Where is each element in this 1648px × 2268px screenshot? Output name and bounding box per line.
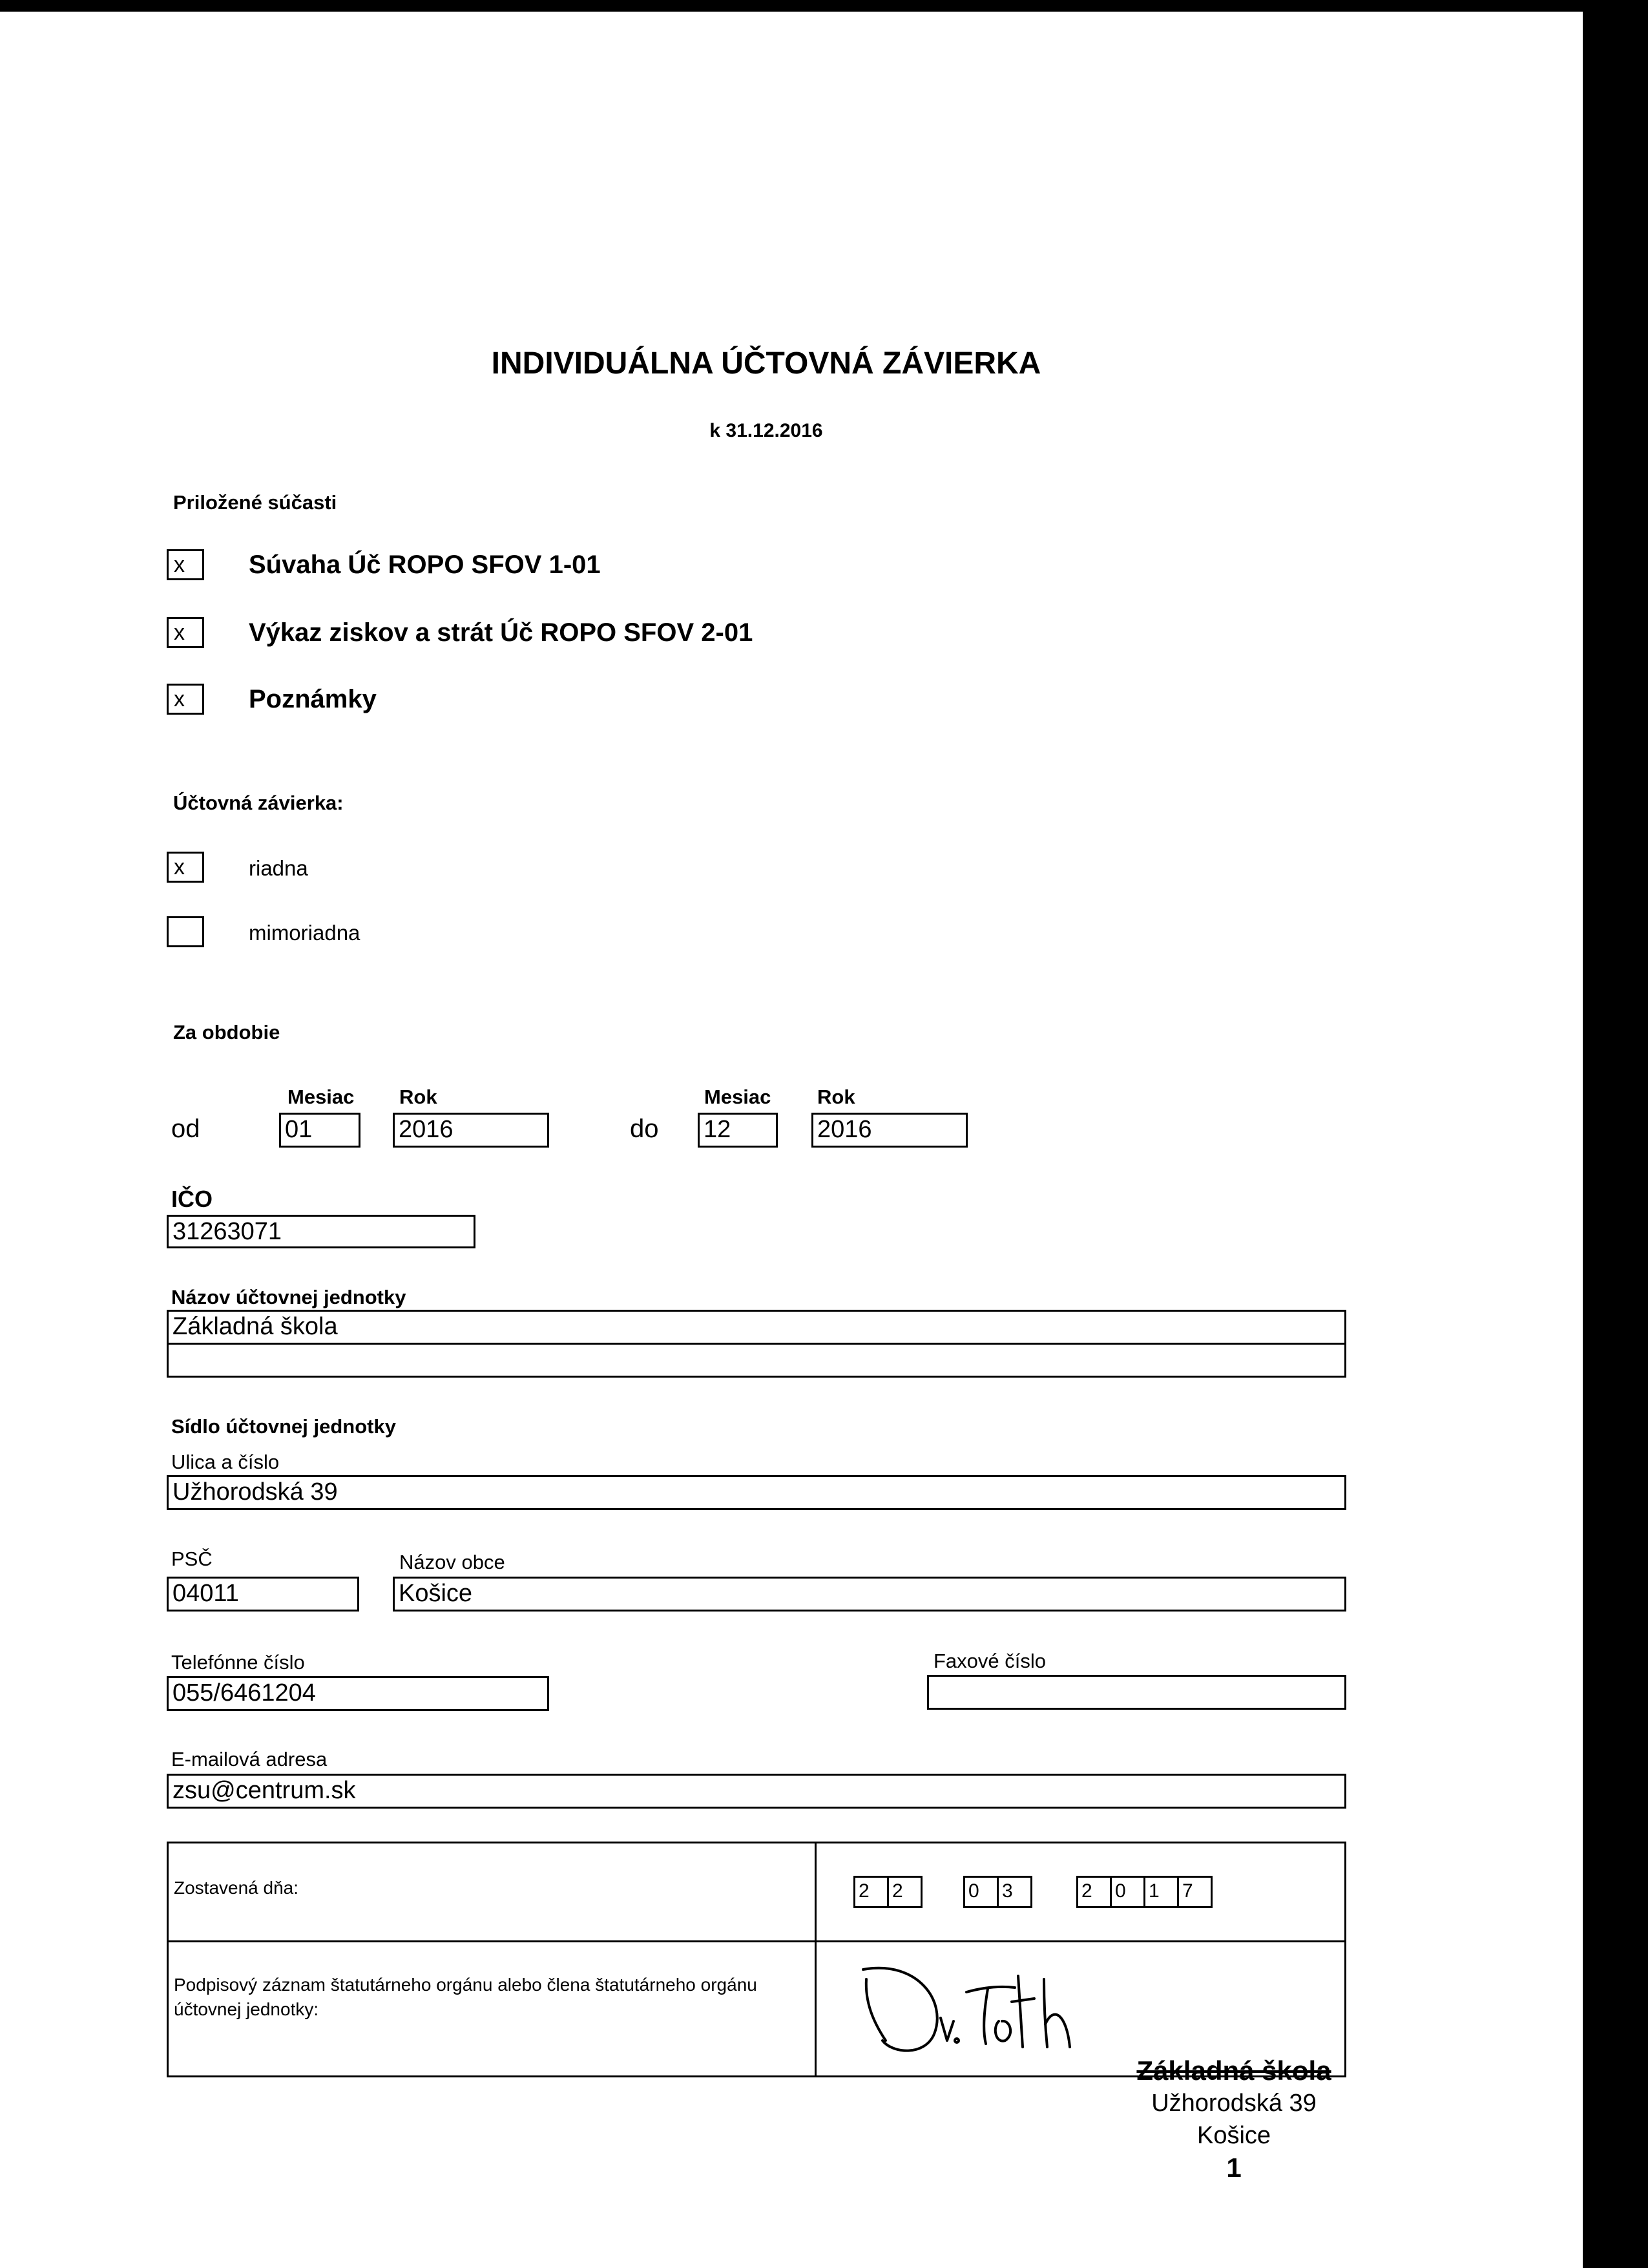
entity-name-field-2[interactable] [167,1343,1346,1378]
attachment-checkbox-3[interactable]: x [167,684,204,715]
closing-extraordinary-label: mimoriadna [249,921,360,945]
phone-label: Telefónne číslo [171,1651,305,1674]
attachment-checkbox-1[interactable]: x [167,549,204,580]
month-digit-1[interactable]: 0 [963,1876,999,1908]
entity-name-field-1[interactable]: Základná škola [167,1310,1346,1345]
compiled-date-label: Zostavená dňa: [174,1878,299,1898]
year-digit-1[interactable]: 2 [1076,1876,1112,1908]
page-number: 1 [1226,2152,1242,2183]
from-month-field[interactable]: 01 [279,1113,360,1148]
closing-extraordinary-checkbox[interactable] [167,916,204,947]
closing-ordinary-label: riadna [249,856,308,880]
to-year-label: Rok [817,1086,855,1108]
closing-type-heading: Účtovná závierka: [173,792,344,814]
to-year-field[interactable]: 2016 [811,1113,968,1148]
signature-label: Podpisový záznam štatutárneho orgánu alebo člena štatutárneho orgánu účtovnej jednotky: [174,1975,757,2019]
document-title: INDIVIDUÁLNA ÚČTOVNÁ ZÁVIERKA [491,346,1041,381]
year-digit-3[interactable]: 1 [1143,1876,1179,1908]
city-label: Názov obce [399,1551,505,1573]
official-stamp [1092,2055,1376,2184]
to-month-field[interactable]: 12 [698,1113,778,1148]
address-heading: Sídlo účtovnej jednotky [171,1415,396,1438]
year-digit-4[interactable]: 7 [1177,1876,1213,1908]
city-field[interactable]: Košice [393,1577,1346,1612]
entity-name-label: Názov účtovnej jednotky [171,1286,406,1308]
attachment-checkbox-2[interactable]: x [167,617,204,648]
table-divider-horizontal [169,1940,1344,1942]
fax-field[interactable] [927,1675,1346,1710]
to-month-label: Mesiac [704,1086,771,1108]
signature-table [167,1842,1346,2077]
email-label: E-mailová adresa [171,1748,328,1770]
ico-label: IČO [171,1186,213,1212]
stamp-street: Užhorodská 39 [1151,2090,1317,2117]
from-year-label: Rok [399,1086,437,1108]
attachment-label-2: Výkaz ziskov a strát Úč ROPO SFOV 2-01 [249,618,753,647]
scan-border-top [0,0,1648,12]
phone-field[interactable]: 055/6461204 [167,1676,549,1711]
day-digit-2[interactable]: 2 [887,1876,923,1908]
from-year-field[interactable]: 2016 [393,1113,549,1148]
ico-field[interactable]: 31263071 [167,1215,475,1248]
from-month-label: Mesiac [287,1086,355,1108]
document-date: k 31.12.2016 [709,420,823,441]
period-to-label: do [630,1115,659,1143]
month-digit-2[interactable]: 3 [997,1876,1032,1908]
closing-ordinary-checkbox[interactable]: x [167,852,204,883]
attachments-heading: Priložené súčasti [173,491,337,514]
handwritten-signature [821,1944,1092,2073]
attachment-label-3: Poznámky [249,685,377,713]
year-digit-2[interactable]: 0 [1110,1876,1145,1908]
psc-field[interactable]: 04011 [167,1577,359,1612]
period-heading: Za obdobie [173,1021,280,1044]
psc-label: PSČ [171,1548,213,1570]
scan-border-right [1583,0,1648,2268]
street-field[interactable]: Užhorodská 39 [167,1475,1346,1510]
period-from-label: od [171,1115,200,1143]
attachment-label-1: Súvaha Úč ROPO SFOV 1-01 [249,551,601,579]
stamp-city: Košice [1196,2122,1271,2149]
street-label: Ulica a číslo [171,1451,280,1473]
stamp-name: Základná škola [1136,2055,1331,2086]
day-digit-1[interactable]: 2 [853,1876,889,1908]
email-field[interactable]: zsu@centrum.sk [167,1774,1346,1809]
table-divider-vertical [815,1843,817,2075]
fax-label: Faxové číslo [934,1650,1047,1672]
